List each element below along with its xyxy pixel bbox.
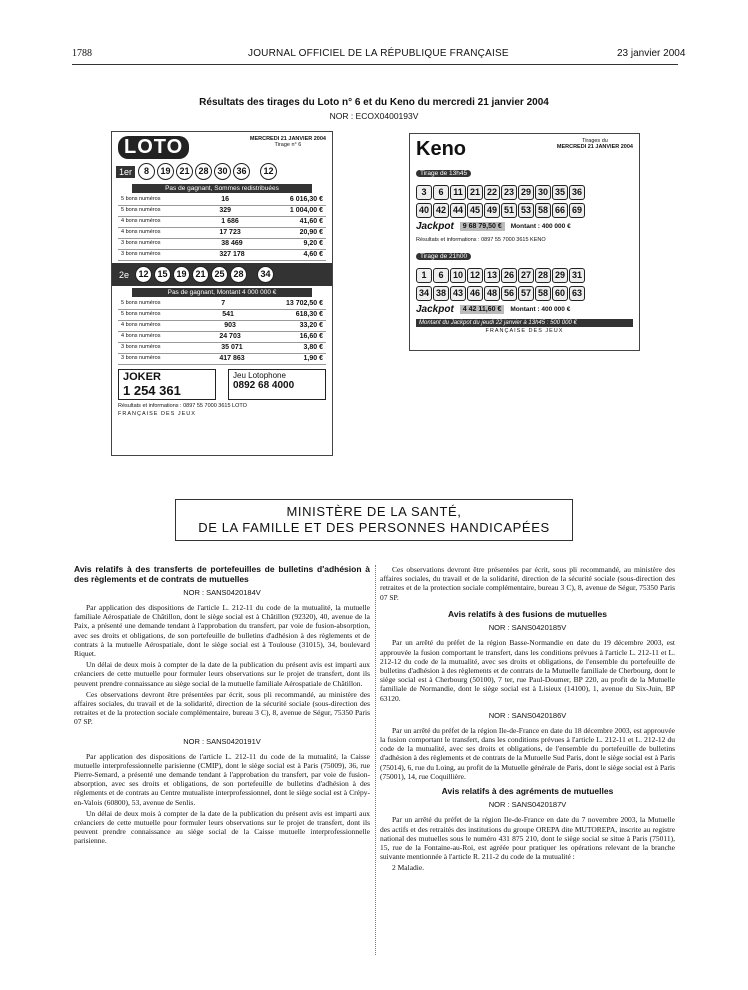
table-row: 3 bons numéros 327 178 4,60 € [118, 250, 326, 261]
ball: 21 [176, 163, 193, 180]
header-rule [72, 64, 678, 65]
paragraph: Un délai de deux mois à compter de la date de la publication du présent avis est imparti aux créanciers de cette mutuelle pour formuler leurs observations sur le projet de transfert, dont ils peuvent prendre connaissance au siège social de la Caisse mutuelle interprofessionnelle parisienne. [74, 808, 370, 846]
ball: 28 [230, 266, 247, 283]
page-number: 1788 [72, 48, 92, 59]
ball: 30 [214, 163, 231, 180]
draw2-table [112, 299, 332, 365]
jackpot-logo: Jackpot [416, 304, 454, 315]
nor-reference: NOR : SANS0420185V [488, 623, 567, 633]
draw1-label: 1er [116, 166, 135, 178]
loto-footer: Résultats et informations : 0897 55 7000 3615 LOTO [118, 403, 247, 409]
journal-title: JOURNAL OFFICIEL DE LA RÉPUBLIQUE FRANÇAISE [248, 48, 509, 59]
section-heading: Avis relatifs à des agréments de mutuelles [441, 785, 614, 796]
paragraph: Par un arrêté du préfet de la région Basse-Normandie en date du 19 décembre 2003, est approuvée la fusion comportant le transfert, dans les conditions prévues à l'article L. 212-11 et L. 212-12 du code de la mutualité, avec ses droits et obligations, de l'ensemble du portefeuille de bulletins d'adhésion à des règlements et de contrats de la Mutuelle familiale de Cherbourg, dont le siège social est à Cherbourg (50100), 7 ter, rue Paul-Doumer, BP 220, au profit de la Mutuelle familiale de Normandie, dont le siège social est à Lisieux (14100), 1, avenue du Six-Juin, BP 63120. [380, 638, 675, 703]
paragraph: Un délai de deux mois à compter de la date de la publication du présent avis est imparti aux créanciers de cette mutuelle pour formuler leurs observations sur le projet de transfert, dont ils peuvent prendre connaissance au siège social de la mutuelle familiale Aérospatiale de Châtillon. [74, 660, 370, 688]
draw1-table [112, 195, 332, 261]
right-column [380, 565, 675, 875]
lotophone-label: Jeu Lotophone [233, 371, 286, 380]
loto-results-card [111, 131, 333, 456]
loto-draw1-balls [112, 161, 332, 182]
table-row: 3 bons numéros 417 863 1,90 € [118, 354, 326, 365]
loto-tirage: Tirage n° 6 [274, 142, 302, 148]
ministry-header: MINISTÈRE DE LA SANTÉ, DE LA FAMILLE ET DES PERSONNES HANDICAPÉES [175, 499, 573, 541]
ball: 21 [192, 266, 209, 283]
paragraph: Par un arrêté du préfet de la région Ile-de-France en date du 18 décembre 2003, est approuvée la fusion comportant le transfert, dans les conditions prévues à l'article L. 212-11 et L. 212-12 du code de la mutualité, avec ses droits et obligations, de l'ensemble du portefeuille de bulletins d'adhésion à des règlements et de contrats de la Mutuelle Sud Paris, dont le siège social est à Paris (75014), 6, rue du Loing, au profit de la Mutuelle générale de Paris, dont le siège social est à Paris (75001), 14, rue Coquillière. [380, 725, 675, 781]
fdj-logo: FRANÇAISE DES JEUX [118, 411, 196, 417]
paragraph: Par un arrêté du préfet de la région Ile-de-France en date du 7 novembre 2003, la Mutuelle des actifs et des retraités des institutions du groupe OREPA dite MUTOREPA, inscrite au registre national des mutuelles sous le numéro 431 875 210, dont le siège social se situe à Paris (75011), 15, rue de la Fontaine-au-Roi, est agréée pour pratiquer les opérations relevant de la branche suivante mentionnée à l'article R. 211-2 du code de la mutualité : [380, 815, 675, 862]
loto-draw2-balls [112, 263, 332, 286]
table-row: 4 bons numéros 24 703 16,60 € [118, 332, 326, 343]
ball: 25 [211, 266, 228, 283]
table-row: 5 bons numéros 7 13 702,50 € [118, 299, 326, 310]
keno-date: MERCREDI 21 JANVIER 2004 [556, 144, 633, 150]
paragraph: 2 Maladie. [392, 863, 425, 873]
loto-logo: LOTO [118, 136, 189, 159]
table-row: 5 bons numéros 329 1 004,00 € [118, 206, 326, 217]
table-row: 3 bons numéros 35 071 3,80 € [118, 343, 326, 354]
joker-box [118, 369, 216, 400]
table-row: 5 bons numéros 16 6 016,30 € [118, 195, 326, 206]
keno-draw2-numbers: 1 6 10 12 13 26 27 28 29 31 34 38 43 46 48 56 57 58 60 63 [410, 263, 639, 303]
results-title: Résultats des tirages du Loto n° 6 et du Keno du mercredi 21 janvier 2004 [199, 97, 549, 108]
complementary-ball: 12 [260, 163, 277, 180]
table-row: 4 bons numéros 1 686 41,60 € [118, 217, 326, 228]
joker-number: 1 254 361 [123, 383, 181, 398]
left-column [74, 565, 370, 848]
paragraph: Par application des dispositions de l'article L. 212-11 du code de la mutualité, la mutuelle familiale Aérospatiale de Châtillon, dont le siège social est à Châtillon (92320), 40, avenue de la Paix, a présenté une demande tendant à l'approbation du transfert, par voie de fusion-absorption, avec ses droits et obligations, de son portefeuille de bulletins d'adhésion à des règlements et de contrats à la mutuelle Aérospatiale, dont le siège social est à Toulouse (31015), 34, boulevard Riquet. [74, 603, 370, 659]
issue-date: 23 janvier 2004 [617, 48, 686, 59]
keno-draw2-label: Tirage de 21h00 [416, 253, 471, 260]
keno-logo: Keno [416, 138, 466, 160]
lotophone-box [228, 369, 326, 400]
nor-reference: NOR : SANS0420186V [488, 710, 567, 720]
joker-label: JOKER [123, 371, 161, 383]
table-row: 5 bons numéros 541 618,30 € [118, 310, 326, 321]
table-row: 4 bons numéros 17 723 20,90 € [118, 228, 326, 239]
paragraph: Par application des dispositions de l'article L. 212-11 du code de la mutualité, la Caisse mutuelle interprofessionnelle parisienne (CMIP), dont le siège social est à Paris (75009), 36, rue Pierre-Semard, a présenté une demande tendant à l'approbation du transfert, par voie de fusion-absorption, avec ses droits et obligations, de son portefeuille de bulletins d'adhésion à des règlements et de contrats au Centre mutualiste interprofessionnel, dont le siège social est à Crépy-en-Valois (60800), 53, avenue de Senlis. [74, 751, 370, 807]
keno-results-card [409, 133, 640, 351]
keno-draw1-label: Tirage de 13h45 [416, 170, 471, 177]
ball: 12 [135, 266, 152, 283]
ball: 15 [154, 266, 171, 283]
table-row: 3 bons numéros 38 469 9,20 € [118, 239, 326, 250]
ball: 8 [138, 163, 155, 180]
draw2-banner: Pas de gagnant, Montant 4 000 000 € [132, 288, 312, 297]
paragraph: Ces observations devront être présentées par écrit, sous pli recommandé, au ministère des affaires sociales, du travail et de la solidarité, direction de la sécurité sociale (sous-direction des retraites et de la protection sociale complémentaire, bureau 3 C), 8, avenue de Ségur, 75350 Paris 07 SP. [380, 565, 675, 602]
nor-reference: NOR : SANS0420184V [183, 588, 261, 597]
section-heading: Avis relatifs à des transferts de portefeuilles de bulletins d'adhésion à des règlements et de contrats de mutuelles [74, 564, 370, 584]
column-divider [375, 565, 376, 955]
lotophone-number: 0892 68 4000 [233, 380, 295, 391]
results-nor: NOR : ECOX0400193V [329, 111, 419, 121]
section-heading: Avis relatifs à des fusions de mutuelles [448, 608, 607, 619]
keno-banner: Montant du Jackpot du jeudi 22 janvier à 13h45 : 500 000 € [416, 319, 633, 327]
jackpot-logo: Jackpot [416, 221, 454, 232]
loto-date: MERCREDI 21 JANVIER 2004 [249, 136, 326, 142]
keno-draw1-numbers: 3 6 11 21 22 23 29 30 35 36 40 42 44 45 49 51 53 58 66 69 [410, 180, 639, 220]
keno-title: Tirages du [582, 138, 608, 144]
keno-info: Résultats et informations : 0897 55 7000 3615 KENO [416, 237, 546, 243]
nor-reference: NOR : SANS0420191V [183, 736, 261, 746]
fdj-logo: FRANÇAISE DES JEUX [485, 328, 564, 334]
keno-jackpot2: Jackpot 4 42 11,60 € Montant : 400 000 € [416, 304, 571, 315]
nor-reference: NOR : SANS0420187V [488, 800, 567, 810]
paragraph: Ces observations devront être présentées par écrit, sous pli recommandé, au ministère des affaires sociales, du travail et de la solidarité, direction de la sécurité sociale (sous-direction des retraites et de la protection sociale complémentaire, bureau 3 C), 8, avenue de Ségur, 75350 Paris 07 SP. [74, 689, 370, 727]
ball: 28 [195, 163, 212, 180]
complementary-ball: 34 [257, 266, 274, 283]
draw2-label: 2e [119, 269, 130, 280]
table-row: 4 bons numéros 903 33,20 € [118, 321, 326, 332]
draw1-banner: Pas de gagnant, Sommes redistribuées [132, 184, 312, 193]
ball: 19 [157, 163, 174, 180]
ball: 36 [233, 163, 250, 180]
ball: 19 [173, 266, 190, 283]
keno-jackpot1: Jackpot 9 68 79,50 € Montant : 400 000 € [416, 221, 571, 232]
